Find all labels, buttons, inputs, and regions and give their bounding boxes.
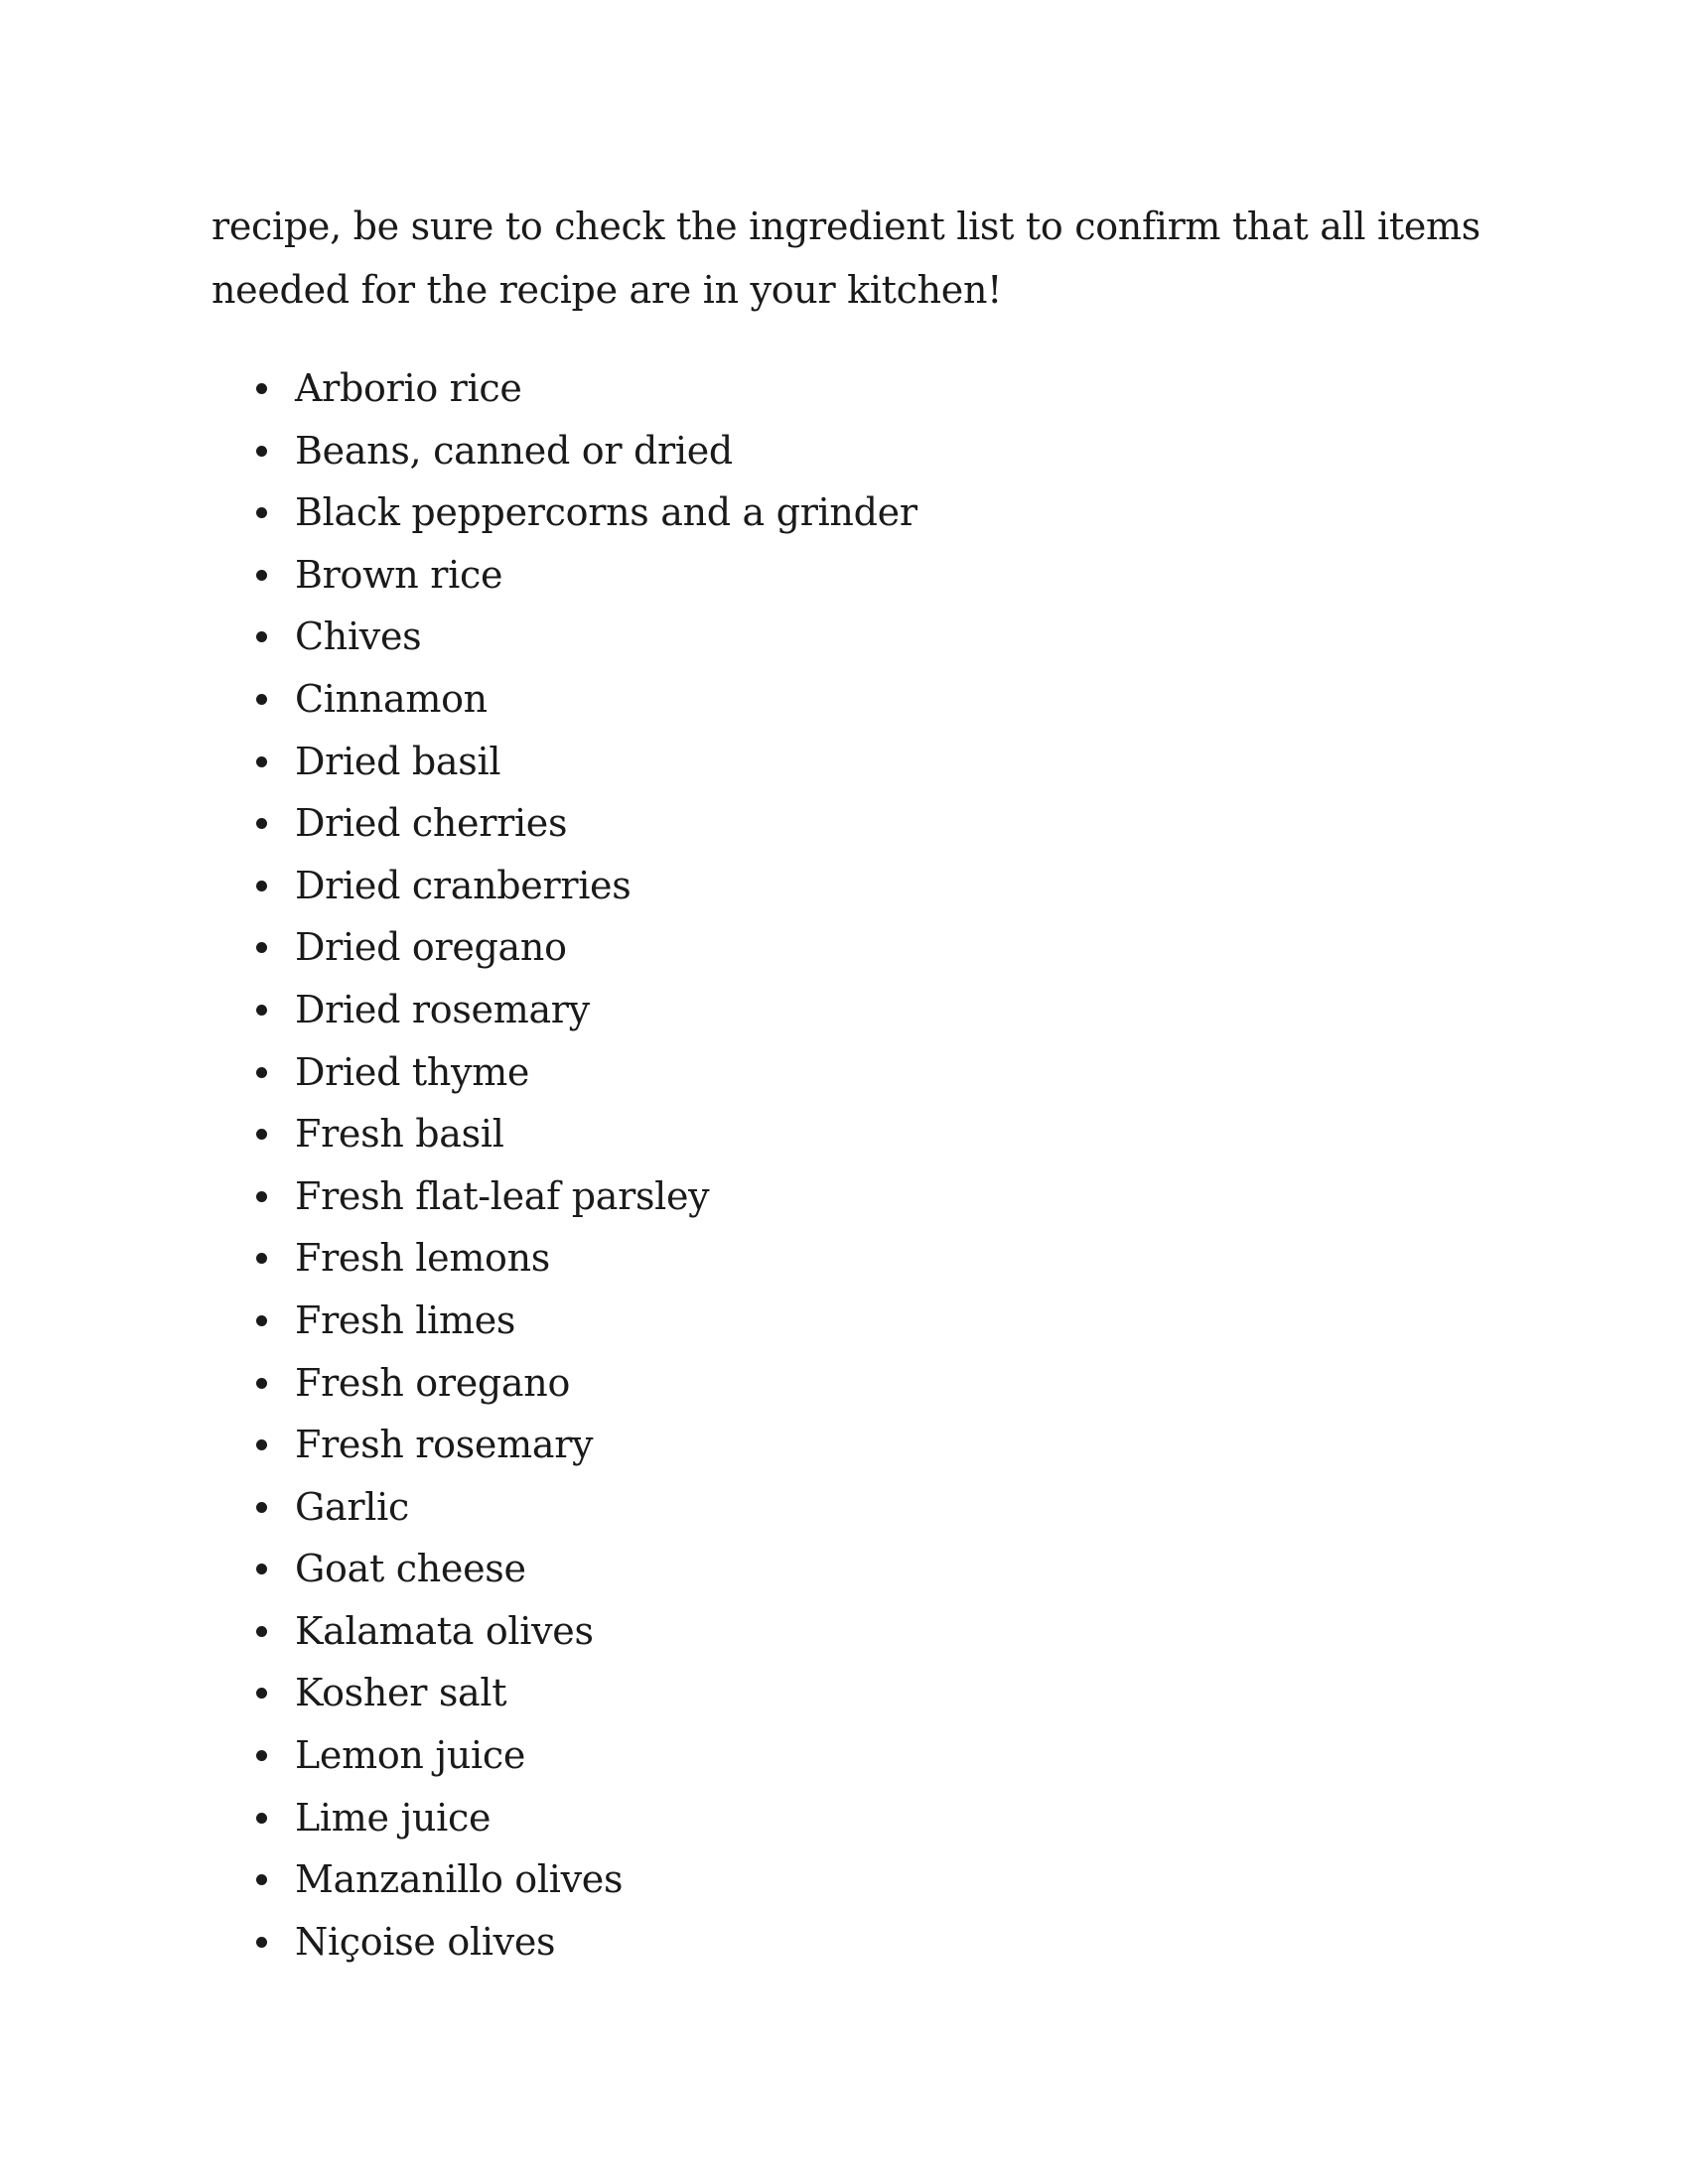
bullet-icon bbox=[256, 1937, 267, 1948]
document-page bbox=[211, 195, 1502, 1973]
bullet-icon bbox=[256, 1502, 267, 1513]
bullet-icon bbox=[256, 446, 267, 457]
bullet-icon bbox=[256, 1813, 267, 1824]
ingredient-label: Chives bbox=[295, 614, 422, 659]
ingredient-label: Lime juice bbox=[295, 1795, 492, 1840]
bullet-icon bbox=[256, 1253, 267, 1264]
list-item bbox=[211, 668, 1502, 731]
bullet-icon bbox=[256, 1750, 267, 1761]
ingredient-label: Dried thyme bbox=[295, 1049, 530, 1094]
ingredient-label: Fresh limes bbox=[295, 1297, 516, 1342]
bullet-icon bbox=[256, 942, 267, 953]
ingredient-label: Arborio rice bbox=[295, 366, 522, 410]
list-item bbox=[211, 792, 1502, 855]
bullet-icon bbox=[256, 756, 267, 767]
ingredient-label: Manzanillo olives bbox=[295, 1857, 624, 1902]
list-item bbox=[211, 1041, 1502, 1104]
intro-paragraph: recipe, be sure to check the ingredient list to confirm that all items needed for the recipe are in your kitchen! bbox=[211, 205, 1480, 312]
bullet-icon bbox=[256, 1874, 267, 1885]
list-item bbox=[211, 420, 1502, 482]
bullet-icon bbox=[256, 570, 267, 581]
ingredient-label: Dried rosemary bbox=[295, 987, 590, 1031]
ingredient-label: Beans, canned or dried bbox=[295, 428, 733, 473]
bullet-icon bbox=[256, 1688, 267, 1699]
list-item bbox=[211, 855, 1502, 917]
bullet-icon bbox=[256, 1129, 267, 1140]
ingredient-label: Fresh basil bbox=[295, 1112, 504, 1157]
list-item bbox=[211, 979, 1502, 1041]
bullet-icon bbox=[256, 507, 267, 518]
list-item bbox=[211, 481, 1502, 544]
list-item bbox=[211, 1538, 1502, 1600]
bullet-icon bbox=[256, 694, 267, 705]
list-item bbox=[211, 1414, 1502, 1476]
bullet-icon bbox=[256, 818, 267, 829]
list-item bbox=[211, 1848, 1502, 1911]
ingredient-label: Kalamata olives bbox=[295, 1608, 594, 1653]
bullet-icon bbox=[256, 1378, 267, 1389]
list-item bbox=[211, 1662, 1502, 1724]
ingredient-label: Niçoise olives bbox=[295, 1919, 556, 1964]
list-item bbox=[211, 1911, 1502, 1974]
list-item bbox=[211, 731, 1502, 793]
list-item bbox=[211, 1600, 1502, 1663]
list-item bbox=[211, 1165, 1502, 1228]
list-item bbox=[211, 544, 1502, 607]
list-item bbox=[211, 1290, 1502, 1352]
list-item bbox=[211, 1352, 1502, 1415]
ingredient-label: Garlic bbox=[295, 1484, 409, 1529]
bullet-icon bbox=[256, 1564, 267, 1574]
bullet-icon bbox=[256, 1067, 267, 1078]
ingredient-label: Dried cherries bbox=[295, 801, 568, 846]
list-item bbox=[211, 357, 1502, 420]
ingredient-label: Dried oregano bbox=[295, 925, 567, 970]
list-item bbox=[211, 1103, 1502, 1165]
ingredient-label: Cinnamon bbox=[295, 676, 488, 721]
list-item bbox=[211, 1476, 1502, 1539]
bullet-icon bbox=[256, 1315, 267, 1326]
ingredient-label: Fresh lemons bbox=[295, 1236, 551, 1281]
bullet-icon bbox=[256, 881, 267, 891]
ingredient-label: Black peppercorns and a grinder bbox=[295, 490, 917, 535]
ingredient-label: Kosher salt bbox=[295, 1671, 507, 1715]
bullet-icon bbox=[256, 1191, 267, 1202]
bullet-icon bbox=[256, 631, 267, 642]
list-item bbox=[211, 916, 1502, 979]
bullet-icon bbox=[256, 383, 267, 394]
list-item bbox=[211, 606, 1502, 668]
list-item bbox=[211, 1787, 1502, 1849]
bullet-icon bbox=[256, 1626, 267, 1637]
ingredient-label: Dried basil bbox=[295, 739, 501, 783]
bullet-icon bbox=[256, 1005, 267, 1016]
ingredient-label: Lemon juice bbox=[295, 1733, 526, 1778]
ingredient-list bbox=[211, 357, 1502, 1973]
ingredient-label: Goat cheese bbox=[295, 1547, 526, 1591]
ingredient-label: Dried cranberries bbox=[295, 863, 632, 907]
list-item bbox=[211, 1227, 1502, 1290]
ingredient-label: Brown rice bbox=[295, 552, 503, 597]
list-item bbox=[211, 1724, 1502, 1787]
ingredient-label: Fresh oregano bbox=[295, 1360, 571, 1405]
ingredient-label: Fresh rosemary bbox=[295, 1423, 594, 1467]
bullet-icon bbox=[256, 1439, 267, 1450]
ingredient-label: Fresh flat-leaf parsley bbox=[295, 1173, 710, 1218]
